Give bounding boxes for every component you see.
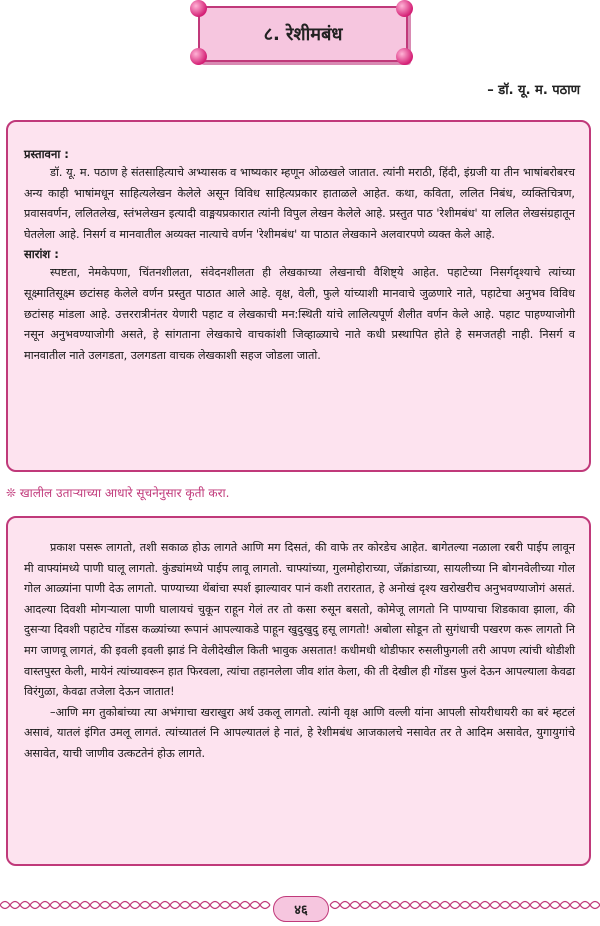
passage-paragraph-2: –आणि मग तुकोबांच्या त्या अभंगाचा खराखुरा अर्थ उकलू लागतो. त्यांनी वृक्ष आणि वल्ली यांना आपली सोयरीधायरी का बरं म्हटलं असावं, यातलं इंगित उमलू लागतं. त्यांच्यातलं नि आपल्यातलं हे नातं, हे रेशीमबंध आजकालचे नसावेत तर ते आदिम असावेत, युगायुगांचे असावेत, याची जाणीव उत्कटतेनं होऊ लागते.: [24, 705, 575, 760]
author-name: – डॉ. यू. म. पठाण: [487, 83, 580, 98]
decor-ball-bottom-left: [190, 48, 207, 65]
decor-ball-bottom-right: [396, 48, 413, 65]
intro-summary-box: [6, 120, 591, 472]
summary-text: स्पष्टता, नेमकेपणा, चिंतनशीलता, संवेदनशीलता ही लेखकाच्या लेखनाची वैशिष्ट्ये आहेत. पहाटेच्या निसर्गदृश्याचे त्यांच्या सूक्ष्मातिसूक्ष्म छटांसह केलेले वर्णन प्रस्तुत पाठात आले आहे. वृक्ष, वेली, फुले यांच्याशी मानवाचे जुळणारे नाते, पहाटेचा अनुभव विविध छटांसह मांडला आहे. उत्तररात्रीनंतर येणारी पहाट व लेखकाची मन:स्थिती यांचे लालित्यपूर्ण शैलीत वर्णन केले आहे. पहाट पाहण्याजोगी नसून अनुभवण्याजोगी असते, हे सांगताना लेखकाचे वाचकांशी जिव्हाळ्याचे नाते कधी प्रस्थापित होते हे समजतही नाही. निसर्ग व मानवातील नाते उलगडता, उलगडता वाचक लेखकाशी सहज जोडला जातो.: [24, 266, 575, 362]
passage-paragraph-1: प्रकाश पसरू लागतो, तशी सकाळ होऊ लागते आणि मग दिसतं, की वाफे तर कोरडेच आहेत. बागेतल्या नळाला रबरी पाईप लावून मी वाफ्यांमध्ये पाणी घालू लागतो. कुंड्यांमध्ये पाईप लावू लागतो. चाफ्यांच्या, गुलमोहोराच्या, जॅक्रांडाच्या, सायलीच्या नि बोगनवेलीच्या गोल गोल आळ्यांना पाणी देऊ लागतो. पाण्याच्या थेंबांचा स्पर्श झाल्यावर पानं कशी तरारतात, हे अनोखं दृश्य खरोखरीच अनुभवण्याजोगं असतं. आदल्या दिवशी मोगऱ्याला पाणी घालायचं चुकून राहून गेलं तर तो कसा रुसून बसतो, कोमेजू लागतो नि पाण्याचा शिडकावा झाला, की दुसऱ्या दिवशी पहाटेच गोंडस कळ्यांच्या रूपानं आपल्याकडे पाहून खुदुखुदु हसू लागतो! अबोला सोडून तो सुगंधाची पखरण करू लागतो नि मग जाणवू लागतं, की इवली इवली झाडं नि वेलीदेखील किती भावुक असतात! कधीमधी थोडीफार रुसलीफुगली तरी आपण त्यांची थोडीशी वास्तपुस्त केली, मायेनं त्यांच्यावरून हात फिरवला, त्यांचा तहानलेला जीव शांत केला, की ती देखील ही गोंडस फुलं देऊन आपल्याला केवढा विरंगुळा, केवढा तजेला देऊन जातात!: [24, 541, 575, 699]
chapter-title: [198, 6, 408, 62]
decor-ball-top-left: [190, 0, 207, 17]
decor-ball-top-right: [396, 0, 413, 17]
intro-heading: प्रस्तावना :: [24, 147, 69, 161]
activity-instruction: ❊ खालील उताऱ्याच्या आधारे सूचनेनुसार कृती करा.: [6, 486, 230, 500]
page-number: ४६: [273, 896, 329, 922]
intro-text: डॉ. यू. म. पठाण हे संतसाहित्याचे अभ्यासक व भाष्यकार म्हणून ओळखले जातात. त्यांनी मराठी, हिंदी, इंग्रजी या तीन भाषांबरोबरच अन्य काही भाषांमधून साहित्यलेखन केलेले असून विविध साहित्यप्रकार हाताळले आहेत. कथा, कविता, ललित निबंध, व्यक्तिचित्रण, प्रवासवर्णन, ललितलेख, स्तंभलेखन इत्यादी वाङ्मयप्रकारात त्यांनी विपुल लेखन केलेले आहे. प्रस्तुत पाठ 'रेशीमबंध' या ललित लेखसंग्रहातून घेतलेला आहे. निसर्ग व मानवातील अव्यक्त नात्याचे वर्णन 'रेशीमबंध' या पाठात लेखकाने अलवारपणे व्यक्त केले आहे.: [24, 166, 575, 241]
chapter-title-text: ८. रेशीमबंध: [263, 24, 343, 45]
summary-heading: सारांश :: [24, 247, 59, 262]
passage-box: [6, 516, 591, 866]
